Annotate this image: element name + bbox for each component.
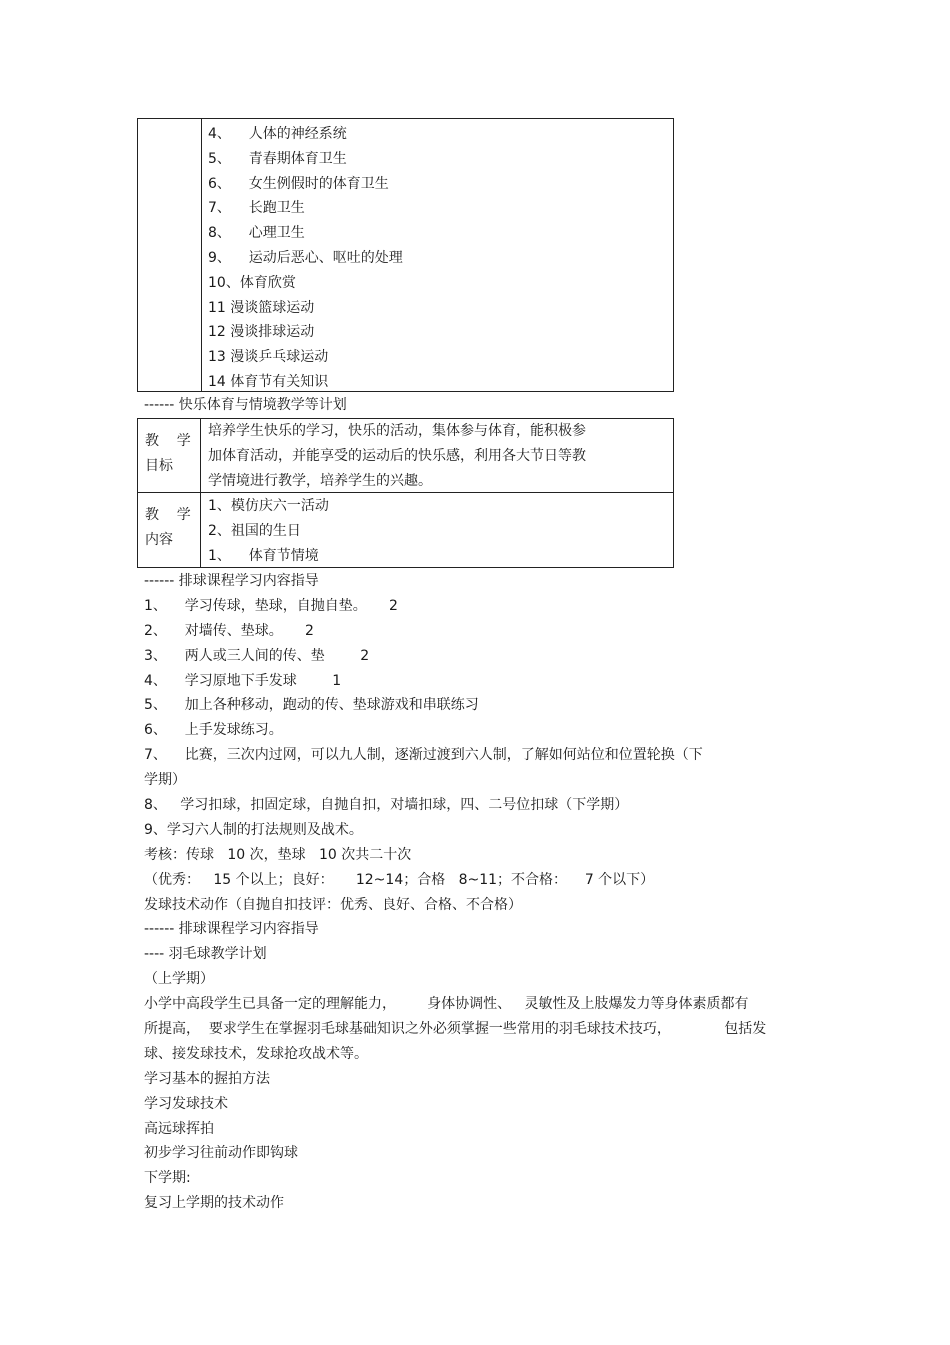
text-line: 学习基本的握拍方法: [144, 1070, 270, 1087]
goal-line: 加体育活动，并能享受的运动后的快乐感，利用各大节日等教: [208, 447, 586, 464]
health-topics-table: [137, 118, 674, 392]
goal-label-cell: [138, 419, 201, 492]
content-label-line2: 内容: [145, 532, 173, 548]
text-line: 学期）: [144, 772, 186, 789]
text-line: 高远球挥拍: [144, 1120, 214, 1137]
text-line: 下学期:: [144, 1170, 191, 1187]
text-line: 复习上学期的技术动作: [144, 1195, 284, 1212]
text-line: 所提高， 要求学生在掌握羽毛球基础知识之外必须掌握一些常用的羽毛球技术技巧， 包括发: [144, 1021, 767, 1038]
list-item: 6、 女生例假时的体育卫生: [208, 175, 389, 192]
content-label-cell: [138, 493, 201, 567]
list-item: 11 漫谈篮球运动: [208, 299, 315, 316]
table-right-cell: [208, 122, 669, 395]
section-heading-happy-pe: ------ 快乐体育与情境教学等计划: [144, 397, 347, 413]
text-line: 6、 上手发球练习。: [144, 722, 283, 739]
list-item: 14 体育节有关知识: [208, 373, 329, 390]
list-item: 13 漫谈乒乓球运动: [208, 349, 329, 366]
goal-label-line2: 目标: [145, 458, 173, 474]
text-line: 4、 学习原地下手发球 1: [144, 672, 342, 689]
text-line: 发球技术动作（自抛自扣技评：优秀、良好、合格、不合格）: [144, 896, 522, 913]
goal-line: 学情境进行教学，培养学生的兴趣。: [208, 472, 432, 489]
text-line: 考核：传球 10 次，垫球 10 次共二十次: [144, 846, 412, 863]
text-line: 初步学习往前动作即钩球: [144, 1145, 298, 1162]
list-item: 4、 人体的神经系统: [208, 126, 347, 142]
teaching-goal-table: [137, 418, 674, 493]
goal-content-cell: [208, 419, 669, 493]
content-label-line1: 教 学: [145, 507, 191, 523]
text-line: ------ 排球课程学习内容指导: [144, 573, 319, 589]
text-line: 8、 学习扣球，扣固定球，自抛自扣，对墙扣球，四、二号位扣球（下学期）: [144, 797, 629, 814]
content-line: 1、 体育节情境: [208, 547, 319, 564]
list-item: 9、 运动后恶心、呕吐的处理: [208, 249, 403, 266]
table-left-cell: [138, 119, 202, 391]
text-line: 5、 加上各种移动，跑动的传、垫球游戏和串联练习: [144, 697, 479, 714]
list-item: 5、 青春期体育卫生: [208, 150, 347, 167]
text-line: 7、 比赛，三次内过网，可以九人制，逐渐过渡到六人制，了解如何站位和位置轮换（下: [144, 747, 703, 764]
text-line: 学习发球技术: [144, 1095, 228, 1112]
list-item: 7、 长跑卫生: [208, 200, 305, 217]
goal-label-line1: 教 学: [145, 433, 191, 449]
text-line: 9、学习六人制的打法规则及战术。: [144, 821, 363, 838]
list-item: 8、 心理卫生: [208, 225, 305, 242]
teaching-content-table: [137, 492, 674, 568]
text-line: （优秀： 15 个以上；良好： 12~14；合格 8~11；不合格： 7 个以下）: [144, 871, 655, 888]
text-line: （上学期）: [144, 971, 214, 988]
content-content-cell: [208, 494, 669, 568]
text-line: ---- 羽毛球教学计划: [144, 946, 267, 963]
text-line: 2、 对墙传、垫球。 2: [144, 622, 314, 639]
goal-line: 培养学生快乐的学习，快乐的活动，集体参与体育，能积极参: [208, 423, 586, 439]
body-text: [144, 569, 824, 1216]
text-line: 小学中高段学生已具备一定的理解能力， 身体协调性、 灵敏性及上肢爆发力等身体素质都有: [144, 996, 749, 1013]
content-line: 2、祖国的生日: [208, 522, 301, 539]
text-line: 球、接发球技术，发球抢攻战术等。: [144, 1045, 368, 1062]
list-item: 12 漫谈排球运动: [208, 324, 315, 341]
text-line: 3、 两人或三人间的传、垫 2: [144, 647, 370, 664]
text-line: 1、 学习传球，垫球，自抛自垫。 2: [144, 597, 398, 614]
content-line: 1、模仿庆六一活动: [208, 498, 329, 514]
list-item: 10、体育欣赏: [208, 274, 296, 291]
text-line: ------ 排球课程学习内容指导: [144, 921, 319, 938]
